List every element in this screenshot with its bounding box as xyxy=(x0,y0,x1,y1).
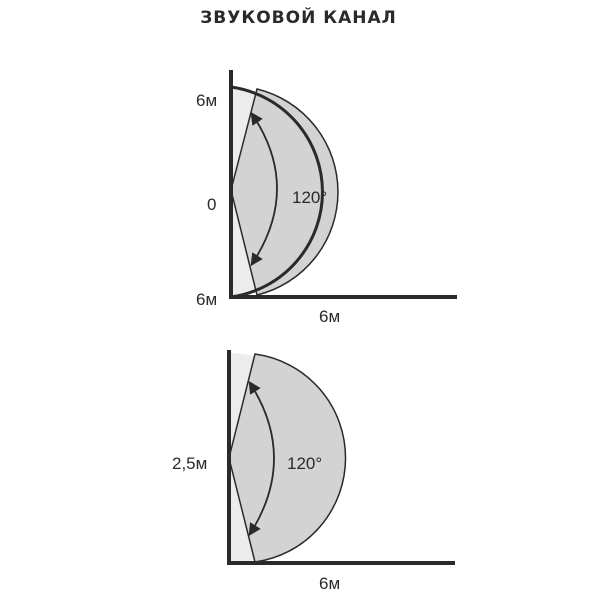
top-label-mid: 0 xyxy=(207,195,217,214)
top-label-bottom: 6м xyxy=(196,290,218,309)
bottom-label-height: 2,5м xyxy=(172,454,208,473)
top-label-width: 6м xyxy=(319,307,341,326)
top-coverage-diagram xyxy=(196,70,457,326)
bottom-angle-label: 120° xyxy=(287,454,323,473)
bottom-coverage-diagram xyxy=(172,350,455,593)
diagram-title: ЗВУКОВОЙ КАНАЛ xyxy=(200,8,397,28)
bottom-label-width: 6м xyxy=(319,574,341,593)
top-label-top: 6м xyxy=(196,91,218,110)
top-angle-label: 120° xyxy=(292,188,328,207)
